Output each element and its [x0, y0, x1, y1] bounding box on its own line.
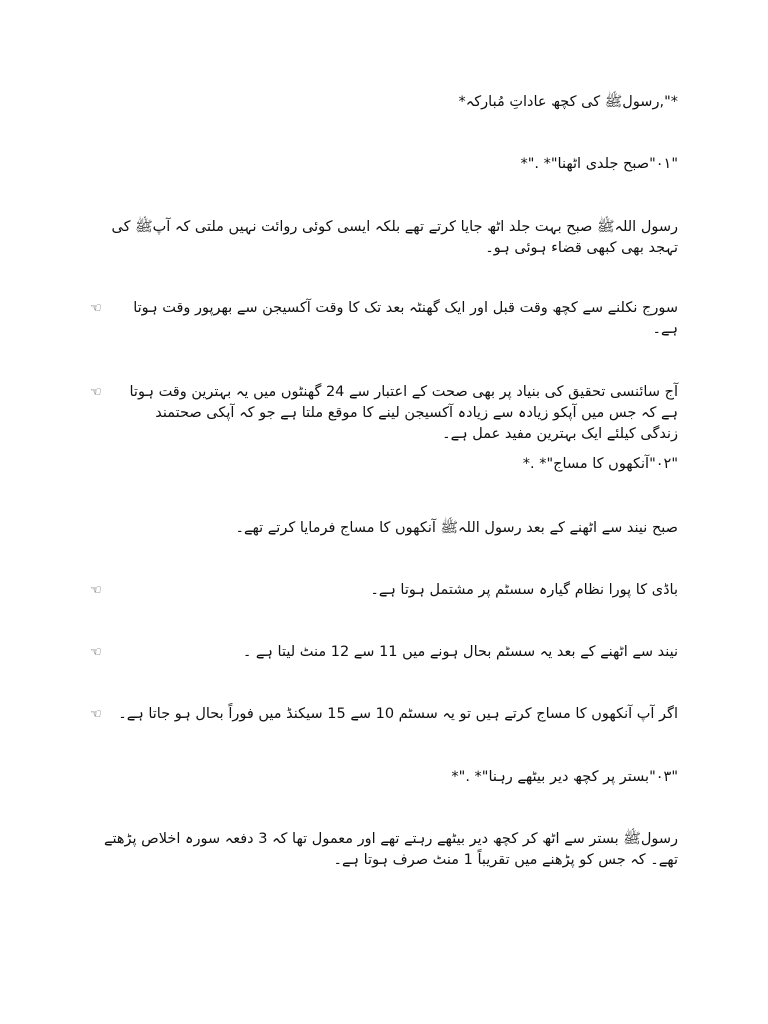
section-1-point-1: سورج نکلنے سے کچھ وقت قبل اور ایک گھنٹہ بعد تک کا وقت آکسیجن سے بھرپور وقت ہوتا ہے۔ [133, 300, 678, 337]
pointing-hand-icon: ☜ [90, 385, 102, 400]
pointing-hand-icon: ☜ [90, 645, 102, 660]
section-2-heading: "۰۲"آنکھوں کا مساج"* .* [522, 456, 678, 472]
pointing-hand-icon: ☜ [90, 707, 102, 722]
pointing-hand-icon: ☜ [90, 583, 102, 598]
section-2-paragraph: صبح نیند سے اٹھنے کے بعد رسول اللہﷺ آنکھوں کا مساج فرمایا کرتے تھے۔ [235, 520, 678, 536]
section-3-heading: "۰۳"بستر پر کچھ دیر بیٹھے رہنا"* ."* [451, 769, 678, 785]
section-3-paragraph: رسولﷺ بستر سے اٹھ کر کچھ دیر بیٹھے رہتے تھے اور معمول تھا کہ 3 دفعہ سورہ اخلاص پڑھتے تھے۔ کہ جس کو پڑھنے میں تقریباً 1 منٹ صرف ہوتا ہے۔ [104, 831, 678, 868]
section-1-point-2: آج سائنسی تحقیق کی بنیاد پر بھی صحت کے اعتبار سے 24 گھنٹوں میں یہ بہترین وقت ہوتا ہے کہ جس میں آپکو زیادہ سے زیادہ آکسیجن لینے کا موقع ملتا ہے جو کہ آپکی صحتمند زندگی کیلئے ایک بہترین مفید عمل ہے۔ [129, 384, 678, 442]
section-1-heading: "۰۱"صبح جلدی اٹھنا"* ."* [520, 156, 678, 172]
section-2-point-1: باڈی کا پورا نظام گیارہ سسٹم پر مشتمل ہوتا ہے۔ [370, 582, 678, 598]
section-2-point-2: نیند سے اٹھنے کے بعد یہ سسٹم بحال ہونے میں 11 سے 12 منٹ لیتا ہے ۔ [242, 644, 678, 660]
section-2-point-3: اگر آپ آنکھوں کا مساج کرتے ہیں تو یہ سسٹم 10 سے 15 سیکنڈ میں فوراً بحال ہو جاتا ہے۔ [118, 706, 678, 722]
section-1-paragraph: رسول اللہﷺ صبح بہت جلد اٹھ جایا کرتے تھے بلکہ ایسی کوئی روائت نہیں ملتی کہ آپﷺ کی تہجد بھی کبھی قضاء ہوئی ہو۔ [111, 219, 678, 256]
document-title: *",رسولﷺ کی کچھ عاداتِ مُبارکہ* [458, 94, 678, 110]
pointing-hand-icon: ☜ [90, 301, 102, 316]
